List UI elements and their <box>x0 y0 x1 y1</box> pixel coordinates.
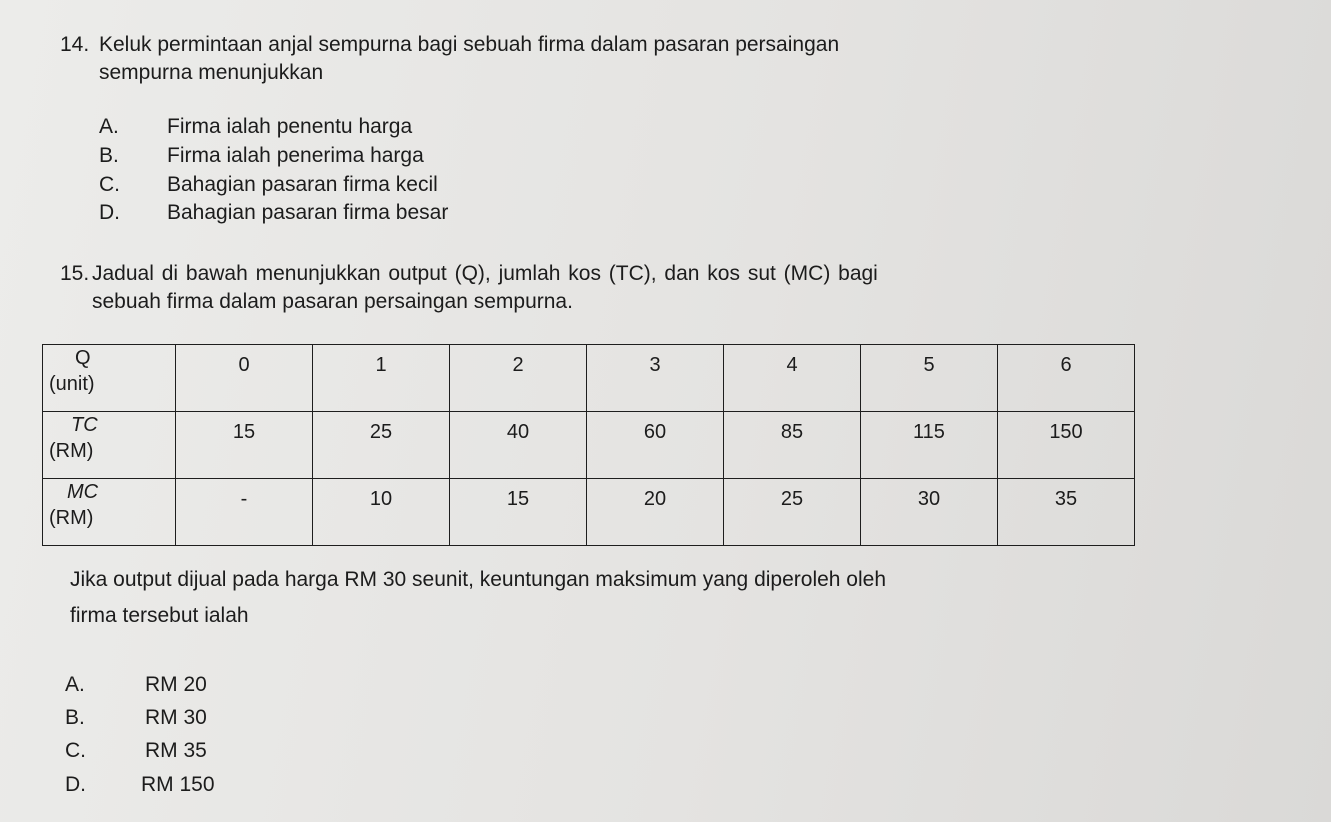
option-letter: D. <box>65 773 86 796</box>
table-cell: 5 <box>861 345 998 412</box>
question-15-number: 15. <box>60 262 90 285</box>
option-letter: B. <box>99 144 119 167</box>
question-15-line-1: Jadual di bawah menunjukkan output (Q), jumlah kos (TC), dan kos sut (MC) bagi <box>92 262 878 285</box>
question-15-followup-line-1: Jika output dijual pada harga RM 30 seunit, keuntungan maksimum yang diperoleh oleh <box>70 568 887 591</box>
row-header-unit: (unit) <box>49 373 95 395</box>
row-header-mc <box>43 479 176 546</box>
question-15-followup-line-2: firma tersebut ialah <box>70 604 249 627</box>
table-cell: 15 <box>450 479 587 546</box>
option-letter: B. <box>65 706 85 729</box>
question-15-followup <box>70 567 1170 627</box>
option-text: RM 20 <box>145 673 207 696</box>
option-text: Firma ialah penentu harga <box>167 115 413 138</box>
question-14-option-c[interactable] <box>99 172 519 198</box>
option-text: Bahagian pasaran firma kecil <box>167 173 438 196</box>
row-header-unit: (RM) <box>49 440 94 462</box>
table-cell: 15 <box>176 412 313 479</box>
option-letter: C. <box>65 739 86 762</box>
table-cell: 40 <box>450 412 587 479</box>
table-cell: 35 <box>998 479 1135 546</box>
question-14-option-d[interactable] <box>99 200 539 226</box>
row-header-label: Q <box>75 347 91 369</box>
table-cell: 25 <box>724 479 861 546</box>
option-letter: A. <box>65 673 85 696</box>
cost-table <box>42 344 1135 546</box>
option-letter: A. <box>99 115 119 138</box>
question-14-line-2: sempurna menunjukkan <box>99 61 324 84</box>
table-cell: 2 <box>450 345 587 412</box>
table-cell: 3 <box>587 345 724 412</box>
table-row-tc <box>43 412 1135 479</box>
question-15-stem <box>60 261 1110 321</box>
option-letter: C. <box>99 173 120 196</box>
table-cell: 4 <box>724 345 861 412</box>
question-14-number: 14. <box>60 33 90 56</box>
table-row-q <box>43 345 1135 412</box>
question-15-option-a[interactable] <box>65 672 285 698</box>
table-cell: 10 <box>313 479 450 546</box>
question-15-option-d[interactable] <box>65 772 285 798</box>
row-header-unit: (RM) <box>49 507 94 529</box>
option-text: RM 30 <box>145 706 207 729</box>
table-cell: 85 <box>724 412 861 479</box>
table-row-mc <box>43 479 1135 546</box>
option-text: RM 150 <box>141 773 215 796</box>
table-cell: 0 <box>176 345 313 412</box>
question-14-option-a[interactable] <box>99 114 519 140</box>
option-text: RM 35 <box>145 739 207 762</box>
question-14-option-b[interactable] <box>99 143 519 169</box>
question-14-stem <box>60 32 1060 92</box>
row-header-label: MC <box>67 481 99 503</box>
question-15-option-c[interactable] <box>65 738 285 764</box>
table-cell: 1 <box>313 345 450 412</box>
table-cell: 20 <box>587 479 724 546</box>
option-text: Bahagian pasaran firma besar <box>167 201 449 224</box>
table-cell: - <box>176 479 313 546</box>
row-header-label: TC <box>71 414 98 436</box>
question-15-line-2: sebuah firma dalam pasaran persaingan sempurna. <box>92 290 573 313</box>
question-14-line-1: Keluk permintaan anjal sempurna bagi sebuah firma dalam pasaran persaingan <box>99 33 840 56</box>
table-cell: 115 <box>861 412 998 479</box>
table-cell: 25 <box>313 412 450 479</box>
row-header-q <box>43 345 176 412</box>
row-header-tc <box>43 412 176 479</box>
option-letter: D. <box>99 201 120 224</box>
table-cell: 6 <box>998 345 1135 412</box>
table-cell: 60 <box>587 412 724 479</box>
table-cell: 30 <box>861 479 998 546</box>
question-15-option-b[interactable] <box>65 705 285 731</box>
option-text: Firma ialah penerima harga <box>167 144 424 167</box>
table-cell: 150 <box>998 412 1135 479</box>
